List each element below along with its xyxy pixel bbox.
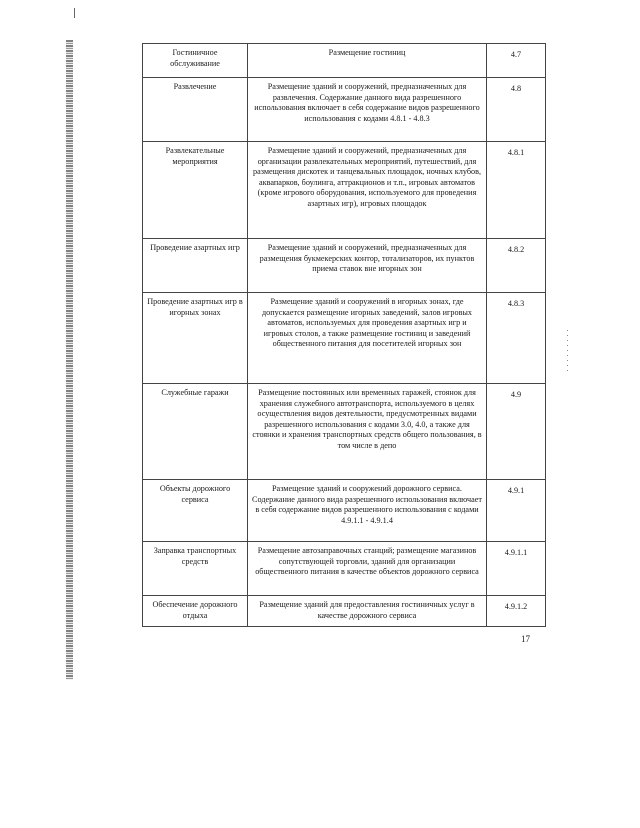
- use-description: Размещение зданий и сооружений дорожного сервиса. Содержание данного вида разрешенного использования включает в себя содержание видов разрешенного использования с кодами 4.9.1.1 - 4.9.1.4: [248, 480, 487, 542]
- scan-mark: [74, 8, 75, 18]
- use-name: Развлекательные мероприятия: [143, 142, 248, 239]
- use-description: Размещение зданий и сооружений, предназначенных для развлечения. Содержание данного вида разрешенного использования включает в себя содержание видов разрешенного использования с кодами 4.8.1 - 4.8.3: [248, 78, 487, 142]
- use-name: Служебные гаражи: [143, 384, 248, 480]
- use-code: 4.8: [487, 78, 546, 142]
- use-description: Размещение автозаправочных станций; размещение магазинов сопутствующей торговли, зданий для организации общественного питания в качестве объектов дорожного сервиса: [248, 542, 487, 596]
- table-row: [143, 384, 546, 480]
- use-name: Проведение азартных игр: [143, 239, 248, 293]
- table-row: [143, 78, 546, 142]
- page-number: 17: [521, 634, 530, 644]
- table-row: [143, 480, 546, 542]
- use-description: Размещение постоянных или временных гаражей, стоянок для хранения служебного автотранспорта, используемого в целях осуществления видов деятельности, предусмотренных видами разрешенного использования с кодами 3.0, 4.0, а также для стоянки и хранения транспортных средств общего пользования, в том числе в депо: [248, 384, 487, 480]
- use-description: Размещение зданий и сооружений в игорных зонах, где допускается размещение игорных заведений, залов игровых автоматов, используемых для проведения азартных игр и игровых столов, а также размещение гостиниц и заведений общественного питания для посетителей игорных зон: [248, 293, 487, 384]
- use-name: Обеспечение дорожного отдыха: [143, 596, 248, 627]
- table-row: [143, 44, 546, 78]
- use-code: 4.9.1: [487, 480, 546, 542]
- use-code: 4.7: [487, 44, 546, 78]
- table-row: [143, 542, 546, 596]
- table-row: [143, 142, 546, 239]
- use-code: 4.8.2: [487, 239, 546, 293]
- use-description: Размещение зданий для предоставления гостиничных услуг в качестве дорожного сервиса: [248, 596, 487, 627]
- use-name: Заправка транспортных средств: [143, 542, 248, 596]
- table-row: [143, 596, 546, 627]
- use-description: Размещение зданий и сооружений, предназначенных для размещения букмекерских контор, тотализаторов, их пунктов приема ставок вне игорных зон: [248, 239, 487, 293]
- use-code: 4.9.1.1: [487, 542, 546, 596]
- use-code: 4.8.3: [487, 293, 546, 384]
- use-code: 4.8.1: [487, 142, 546, 239]
- scan-dots: [567, 330, 568, 372]
- table-row: [143, 293, 546, 384]
- use-code: 4.9: [487, 384, 546, 480]
- use-code: 4.9.1.2: [487, 596, 546, 627]
- land-use-table: [142, 43, 546, 627]
- use-description: Размещение гостиниц: [248, 44, 487, 78]
- use-name: Гостиничное обслуживание: [143, 44, 248, 78]
- use-name: Проведение азартных игр в игорных зонах: [143, 293, 248, 384]
- use-description: Размещение зданий и сооружений, предназначенных для организации развлекательных мероприятий, путешествий, для размещения дискотек и танцевальных площадок, ночных клубов, аквапарков, боулинга, аттракционов и т.п., игровых автоматов (кроме игрового оборудования, используемого для проведения азартных игр), игровых площадок: [248, 142, 487, 239]
- scan-edge-artifact: [66, 40, 73, 680]
- use-name: Объекты дорожного сервиса: [143, 480, 248, 542]
- use-name: Развлечение: [143, 78, 248, 142]
- table-row: [143, 239, 546, 293]
